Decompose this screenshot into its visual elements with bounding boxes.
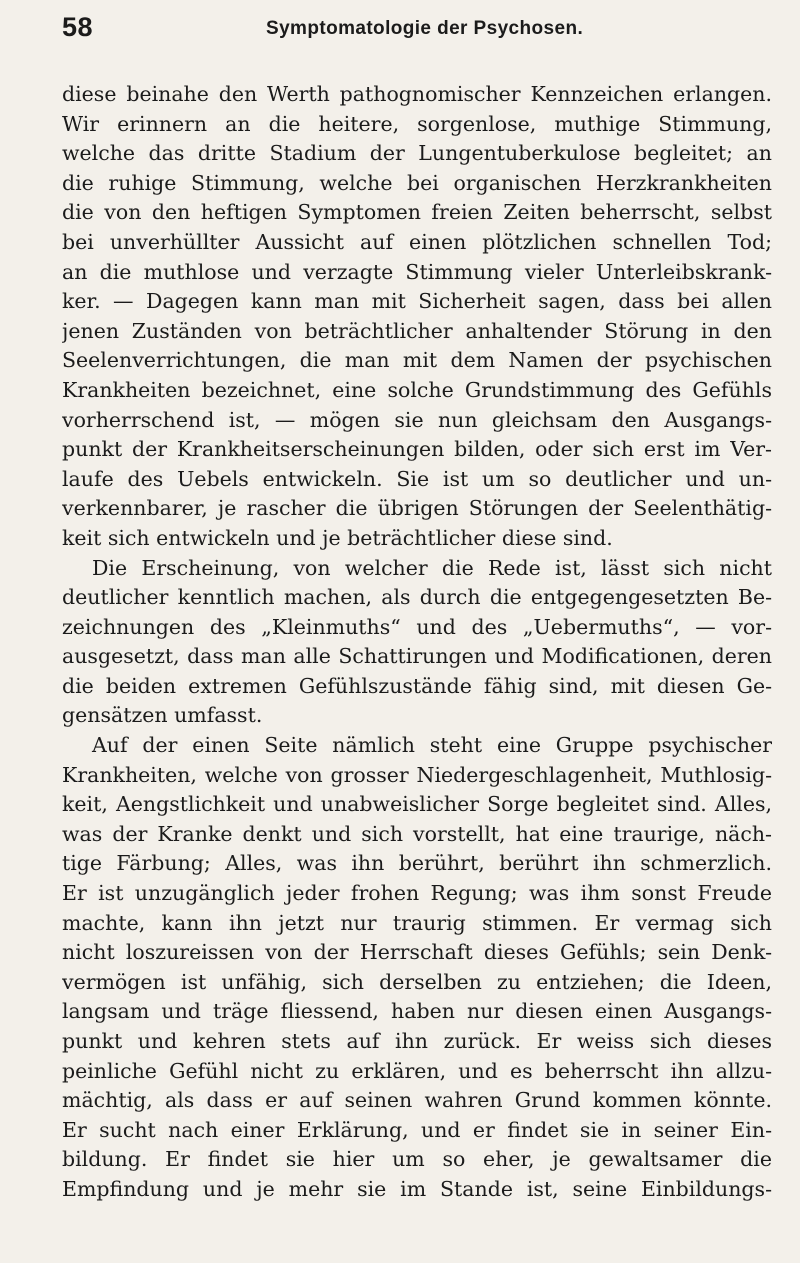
text-line: verkennbarer, je rascher die übrigen Störungen der Seelenthätig- bbox=[62, 496, 772, 521]
text-line: ker. — Dagegen kann man mit Sicherheit sagen, dass bei allen bbox=[62, 289, 772, 314]
text-line: an die muthlose und verzagte Stimmung vieler Unterleibskrank- bbox=[62, 259, 772, 284]
text-line: deutlicher kenntlich machen, als durch die entgegengesetzten Be- bbox=[62, 585, 772, 610]
text-line: punkt der Krankheitserscheinungen bilden, oder sich erst im Ver- bbox=[62, 437, 772, 462]
text-line: peinliche Gefühl nicht zu erklären, und es beherrscht ihn allzu- bbox=[62, 1058, 772, 1083]
body-text bbox=[62, 80, 772, 1205]
text-line: zeichnungen des „Kleinmuths“ und des „Uebermuths“, — vor- bbox=[62, 614, 772, 639]
text-line: vermögen ist unfähig, sich derselben zu entziehen; die Ideen, bbox=[62, 969, 772, 994]
text-line: vorherrschend ist, — mögen sie nun gleichsam den Ausgangs- bbox=[62, 407, 772, 432]
running-head-title: Symptomatologie der Psychosen. bbox=[266, 18, 584, 39]
text-line: Er sucht nach einer Erklärung, und er findet sie in seiner Ein- bbox=[62, 1117, 772, 1142]
text-line: langsam und träge fliessend, haben nur diesen einen Ausgangs- bbox=[62, 999, 772, 1024]
text-line: tige Färbung; Alles, was ihn berührt, berührt ihn schmerzlich. bbox=[62, 851, 772, 876]
text-line: diese beinahe den Werth pathognomischer Kennzeichen erlangen. bbox=[62, 82, 772, 106]
text-line: die beiden extremen Gefühlszustände fähig sind, mit diesen Ge- bbox=[62, 673, 772, 698]
text-line: Krankheiten bezeichnet, eine solche Grundstimmung des Gefühls bbox=[62, 377, 772, 402]
text-line: bei unverhüllter Aussicht auf einen plötzlichen schnellen Tod; bbox=[62, 229, 772, 254]
text-line: keit sich entwickeln und je beträchtlicher diese sind. bbox=[62, 525, 613, 550]
text-line: nicht loszureissen von der Herrschaft dieses Gefühls; sein Denk- bbox=[62, 940, 772, 965]
text-line: machte, kann ihn jetzt nur traurig stimmen. Er vermag sich bbox=[62, 910, 772, 935]
text-line: Auf der einen Seite nämlich steht eine Gruppe psychischer bbox=[92, 733, 772, 758]
text-line: Krankheiten, welche von grosser Niedergeschlagenheit, Muthlosig- bbox=[62, 762, 772, 787]
text-line: keit, Aengstlichkeit und unabweislicher Sorge begleitet sind. Alles, bbox=[62, 792, 772, 817]
text-line: was der Kranke denkt und sich vorstellt, hat eine traurige, näch- bbox=[62, 821, 772, 846]
running-head bbox=[62, 12, 780, 52]
text-line: punkt und kehren stets auf ihn zurück. Er weiss sich dieses bbox=[62, 1029, 772, 1053]
text-line: Seelenverrichtungen, die man mit dem Namen der psychischen bbox=[62, 348, 772, 373]
text-line: Er ist unzugänglich jeder frohen Regung; was ihm sonst Freude bbox=[62, 881, 772, 906]
text-line: Empfindung und je mehr sie im Stande ist, seine Einbildungs- bbox=[62, 1176, 772, 1201]
text-line: ausgesetzt, dass man alle Schattirungen und Modificationen, deren bbox=[62, 644, 772, 669]
text-line: mächtig, als dass er auf seinen wahren Grund kommen könnte. bbox=[62, 1088, 772, 1113]
text-line: jenen Zuständen von beträchtlicher anhaltender Störung in den bbox=[62, 318, 772, 343]
text-line: laufe des Uebels entwickeln. Sie ist um so deutlicher und un- bbox=[62, 466, 772, 491]
text-line: die ruhige Stimmung, welche bei organischen Herzkrankheiten bbox=[62, 170, 772, 195]
text-line: die von den heftigen Symptomen freien Zeiten beherrscht, selbst bbox=[62, 200, 772, 225]
page-number: 58 bbox=[62, 12, 94, 42]
text-line: Wir erinnern an die heitere, sorgenlose, muthige Stimmung, bbox=[62, 111, 772, 136]
text-line: gensätzen umfasst. bbox=[62, 703, 263, 728]
text-line: welche das dritte Stadium der Lungentuberkulose begleitet; an bbox=[62, 141, 772, 166]
text-line: bildung. Er findet sie hier um so eher, je gewaltsamer die bbox=[62, 1147, 772, 1172]
text-line: Die Erscheinung, von welcher die Rede ist, lässt sich nicht bbox=[92, 555, 772, 580]
